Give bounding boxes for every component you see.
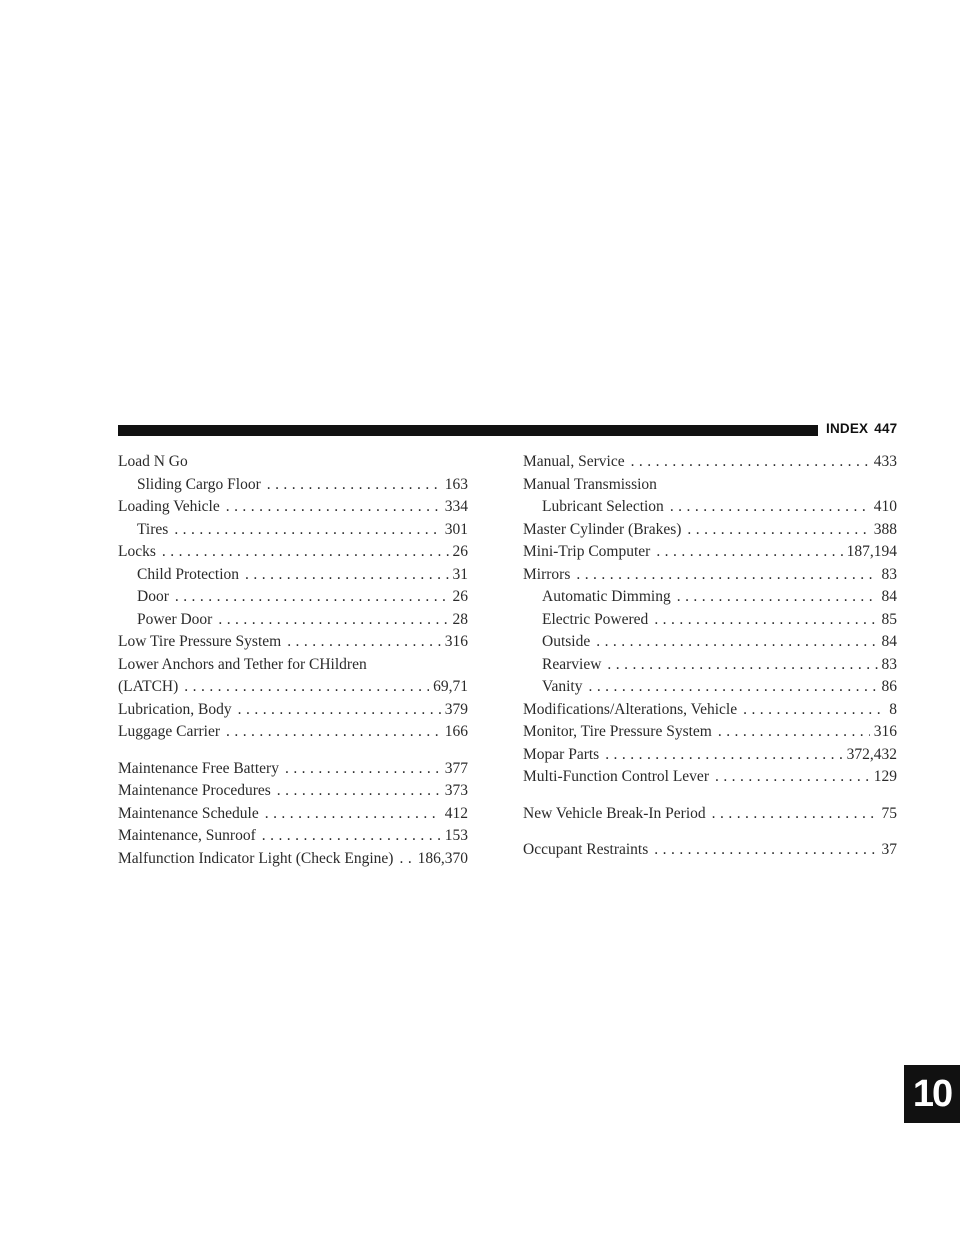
entry-term: Load N Go (118, 453, 188, 470)
entry-term: Rearview (542, 655, 602, 673)
entry-page-reference[interactable]: 85 (881, 610, 897, 628)
entry-term: Tires (137, 520, 169, 538)
index-column-left (118, 451, 468, 870)
entry-term: New Vehicle Break-In Period (523, 804, 706, 822)
dot-leader (238, 699, 441, 722)
dot-leader (656, 541, 842, 564)
entry-term: Mini-Trip Computer (523, 543, 651, 560)
entry-term: Maintenance Free Battery (118, 759, 279, 777)
index-entry (523, 676, 897, 699)
entry-term: Child Protection (137, 565, 240, 583)
dot-leader (712, 803, 878, 826)
dot-leader (226, 721, 441, 744)
entry-page-reference[interactable]: 129 (873, 768, 897, 785)
entry-page-reference[interactable]: 28 (452, 610, 468, 628)
entry-page-reference[interactable]: 334 (444, 498, 468, 515)
entry-page-reference[interactable]: 186,370 (417, 849, 468, 867)
entry-term: Maintenance Schedule (118, 804, 259, 822)
index-entry (523, 451, 897, 474)
index-entry (118, 586, 468, 609)
dot-leader (677, 586, 878, 609)
entry-term: Mopar Parts (523, 745, 600, 763)
entry-page-reference[interactable]: 187,194 (846, 543, 897, 560)
dot-leader (715, 766, 870, 789)
entry-term: Power Door (137, 610, 213, 628)
index-entry (118, 631, 468, 654)
dot-leader (605, 744, 842, 767)
entry-page-reference[interactable]: 153 (444, 827, 468, 844)
dot-leader (174, 519, 440, 542)
entry-page-reference[interactable]: 26 (452, 588, 468, 605)
dot-leader (162, 541, 449, 564)
entry-page-reference[interactable]: 83 (881, 565, 897, 583)
index-entry (523, 496, 897, 519)
entry-page-reference[interactable]: 31 (452, 565, 468, 583)
dot-leader (588, 676, 877, 699)
entry-page-reference[interactable]: 69,71 (433, 678, 468, 695)
dot-leader (654, 839, 877, 862)
index-entry (523, 839, 897, 862)
entry-term: Locks (118, 543, 156, 560)
dot-leader (184, 676, 429, 699)
index-entry (523, 766, 897, 789)
entry-term: Manual, Service (523, 453, 625, 470)
entry-term: (LATCH) (118, 678, 179, 695)
entry-page-reference[interactable]: 75 (881, 804, 897, 822)
entry-term: Door (137, 588, 169, 605)
index-entry (523, 519, 897, 542)
index-entry (523, 803, 897, 826)
entry-term: Maintenance, Sunroof (118, 827, 256, 844)
dot-leader (262, 825, 441, 848)
index-entry (523, 564, 897, 587)
entry-page-reference[interactable]: 373 (444, 782, 468, 799)
dot-leader (654, 609, 877, 632)
entry-term: Monitor, Tire Pressure System (523, 723, 712, 740)
index-entry (523, 721, 897, 744)
dot-leader (287, 631, 441, 654)
dot-leader (687, 519, 869, 542)
entry-term: Master Cylinder (Brakes) (523, 520, 682, 538)
dot-leader (277, 780, 441, 803)
entry-term: Sliding Cargo Floor (137, 475, 261, 493)
index-entry (523, 541, 897, 564)
entry-page-reference[interactable]: 377 (444, 759, 468, 777)
index-entry (118, 758, 468, 781)
entry-page-reference[interactable]: 86 (881, 678, 897, 695)
section-title: INDEX (826, 421, 869, 436)
dot-leader (576, 564, 877, 587)
entry-page-reference[interactable]: 372,432 (846, 745, 897, 763)
dot-leader (631, 451, 870, 474)
entry-page-reference[interactable]: 163 (444, 475, 468, 493)
entry-term: Multi-Function Control Lever (523, 768, 709, 785)
entry-page-reference[interactable]: 37 (881, 841, 897, 858)
dot-leader (743, 699, 885, 722)
entry-term: Electric Powered (542, 610, 649, 628)
dot-leader (265, 803, 441, 826)
index-entry (118, 609, 468, 632)
entry-term: Manual Transmission (523, 475, 657, 493)
index-entry (118, 496, 468, 519)
dot-leader (670, 496, 870, 519)
entry-term: Modifications/Alterations, Vehicle (523, 700, 738, 718)
entry-page-reference[interactable]: 8 (889, 700, 897, 718)
entry-term: Lubrication, Body (118, 700, 232, 718)
entry-term: Low Tire Pressure System (118, 633, 282, 650)
entry-page-reference[interactable]: 388 (873, 520, 897, 538)
index-entry (118, 699, 468, 722)
index-entry (118, 803, 468, 826)
entry-page-reference[interactable]: 84 (881, 633, 897, 650)
entry-term: Loading Vehicle (118, 498, 220, 515)
index-entry (523, 631, 897, 654)
chapter-tab[interactable]: 10 (904, 1065, 960, 1123)
entry-page-reference[interactable]: 166 (444, 723, 468, 740)
index-entry (523, 654, 897, 677)
dot-leader (245, 564, 448, 587)
index-entry (118, 519, 468, 542)
entry-page-reference[interactable]: 412 (444, 804, 468, 822)
index-entry (523, 699, 897, 722)
entry-term: Maintenance Procedures (118, 782, 271, 799)
entry-page-reference[interactable]: 83 (881, 655, 897, 673)
dot-leader (399, 848, 413, 871)
index-entry (523, 474, 897, 497)
dot-leader (607, 654, 877, 677)
entry-term: Luggage Carrier (118, 723, 220, 740)
dot-leader (267, 474, 441, 497)
index-column-right (523, 451, 897, 862)
entry-term: Vanity (542, 678, 583, 695)
running-header (826, 421, 897, 436)
entry-term: Lubricant Selection (542, 498, 664, 515)
index-entry (118, 451, 468, 474)
entry-term: Lower Anchors and Tether for CHildren (118, 655, 367, 673)
index-entry (523, 744, 897, 767)
entry-page-reference[interactable]: 379 (444, 700, 468, 718)
index-entry (118, 676, 468, 699)
dot-leader (285, 758, 441, 781)
header-rule (118, 425, 818, 436)
entry-term: Malfunction Indicator Light (Check Engine) (118, 849, 394, 867)
index-entry (118, 541, 468, 564)
dot-leader (226, 496, 441, 519)
page-number: 447 (874, 421, 898, 436)
entry-page-reference[interactable]: 316 (444, 633, 468, 650)
index-entry (118, 848, 468, 871)
index-entry (118, 825, 468, 848)
entry-term: Outside (542, 633, 591, 650)
entry-term: Automatic Dimming (542, 588, 671, 605)
index-entry (118, 564, 468, 587)
dot-leader (218, 609, 448, 632)
entry-page-reference[interactable]: 433 (873, 453, 897, 470)
entry-page-reference[interactable]: 26 (452, 543, 468, 560)
index-entry (118, 780, 468, 803)
entry-page-reference[interactable]: 84 (881, 588, 897, 605)
index-entry (118, 654, 468, 677)
entry-page-reference[interactable]: 301 (444, 520, 468, 538)
index-entry (523, 586, 897, 609)
entry-page-reference[interactable]: 410 (873, 498, 897, 515)
index-entry (523, 609, 897, 632)
entry-page-reference[interactable]: 316 (873, 723, 897, 740)
index-entry (118, 721, 468, 744)
entry-term: Mirrors (523, 565, 571, 583)
dot-leader (175, 586, 449, 609)
dot-leader (718, 721, 870, 744)
index-entry (118, 474, 468, 497)
dot-leader (596, 631, 877, 654)
entry-term: Occupant Restraints (523, 841, 649, 858)
